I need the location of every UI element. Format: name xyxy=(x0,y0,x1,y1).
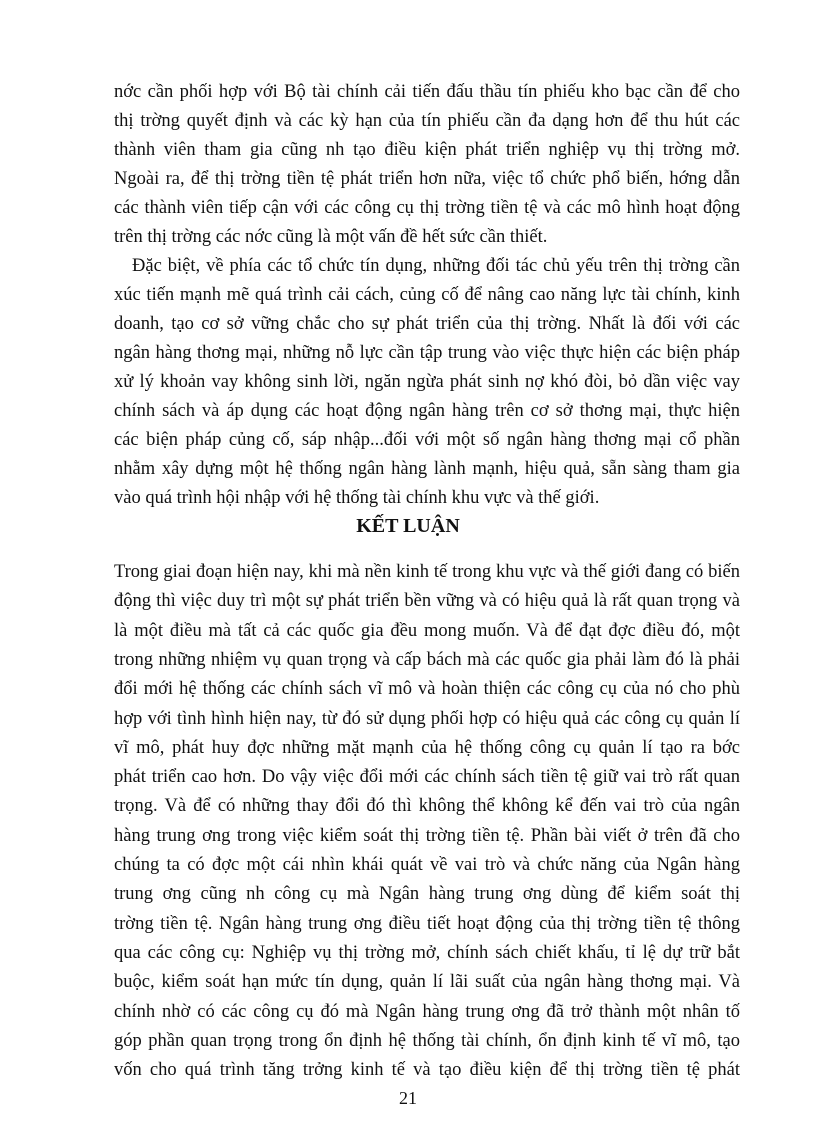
text-line: nớc cần phối hợp với Bộ tài chính cải tiến đấu thầu tín phiếu kho bạc cần để cho xyxy=(114,82,740,102)
text-line: vĩ mô, phát huy đợc những mặt mạnh của hệ thống công cụ quản lí tạo ra bớc xyxy=(114,737,740,758)
text-line: xử lý khoản vay không sinh lời, ngăn ngừa phát sinh nợ khó đòi, bỏ dần việc vay xyxy=(114,372,740,392)
text-line: doanh, tạo cơ sở vững chắc cho sự phát triển của thị trờng. Nhất là đối với các xyxy=(114,314,740,334)
text-line: là một điều mà tất cả các quốc gia đều mong muốn. Và để đạt đợc điều đó, một xyxy=(114,620,740,641)
text-line: Đặc biệt, về phía các tổ chức tín dụng, những đối tác chủ yếu trên thị trờng cần xyxy=(132,256,740,276)
text-line: vào quá trình hội nhập với hệ thống tài chính khu vực và thế giới. xyxy=(114,488,600,508)
text-line: thành viên tham gia cũng nh tạo điều kiện phát triển nghiệp vụ thị trờng mở. xyxy=(114,140,740,160)
text-line: ngân hàng thơng mại, những nỗ lực cần tập trung vào việc thực hiện các biện pháp xyxy=(114,343,740,363)
text-line: hợp với tình hình hiện nay, từ đó sử dụng phối hợp có hiệu quả các công cụ quản lí xyxy=(114,708,740,729)
text-line: động thì việc duy trì một sự phát triển bền vững và có hiệu quả là rất quan trọng và xyxy=(114,591,740,612)
text-line: các biện pháp củng cố, sáp nhập...đối với một số ngân hàng thơng mại cổ phần xyxy=(114,430,740,450)
text-line: chúng ta có đợc một cái nhìn khái quát về vai trò và chức năng của Ngân hàng xyxy=(114,855,740,875)
text-line: góp phần quan trọng trong ổn định hệ thống tài chính, ổn định kinh tế vĩ mô, tạo xyxy=(114,1030,740,1051)
text-line: đổi mới hệ thống các chính sách vĩ mô và hoàn thiện các công cụ của nó cho phù xyxy=(114,679,740,700)
text-line: trọng. Và để có những thay đổi đó thì không thể không kể đến vai trò của ngân xyxy=(114,796,740,817)
text-line: trung ơng cũng nh công cụ mà Ngân hàng trung ơng dùng để kiểm soát thị xyxy=(114,884,740,905)
text-line: Ngoài ra, để thị trờng tiền tệ phát triển hơn nữa, việc tổ chức phổ biến, hớng dẫn xyxy=(114,169,740,189)
text-line: vốn cho quá trình tăng trởng kinh tế và tạo điều kiện để thị trờng tiền tệ phát xyxy=(114,1060,740,1081)
text-line: nhằm xây dựng một hệ thống ngân hàng lành mạnh, hiệu quả, sẵn sàng tham gia xyxy=(114,459,740,479)
text-line: chính sách và áp dụng các hoạt động ngân hàng trên cơ sở thơng mại, thực hiện xyxy=(114,401,740,421)
text-line: hàng trung ơng trong việc kiểm soát thị trờng tiền tệ. Phần bài viết ở trên đã cho xyxy=(114,825,740,846)
text-line: trong những nhiệm vụ quan trọng và cấp bách mà các quốc gia phải làm đó là phải xyxy=(114,649,740,670)
text-line: chính nhờ có các công cụ đó mà Ngân hàng trung ơng đã trở thành một nhân tố xyxy=(114,1001,740,1022)
text-line: các thành viên tiếp cận với các công cụ thị trờng tiền tệ và các mô hình hoạt động xyxy=(114,198,740,218)
text-line: trờng tiền tệ. Ngân hàng trung ơng điều tiết hoạt động của thị trờng tiền tệ thông xyxy=(114,913,740,934)
text-line: thị trờng quyết định và các kỳ hạn của tín phiếu cần đa dạng hơn để thu hút các xyxy=(114,111,740,131)
text-line: phát triển cao hơn. Do vậy việc đổi mới các chính sách tiền tệ giữ vai trò rất quan xyxy=(114,767,740,788)
text-line: buộc, kiểm soát hạn mức tín dụng, quản lí lãi suất của ngân hàng thơng mại. Và xyxy=(114,972,740,993)
text-line: xúc tiến mạnh mẽ quá trình cải cách, củng cố để nâng cao năng lực tài chính, kinh xyxy=(114,285,740,305)
section-heading: KẾT LUẬN xyxy=(356,515,460,537)
text-line: qua các công cụ: Nghiệp vụ thị trờng mở, chính sách chiết khấu, tỉ lệ dự trữ bắt xyxy=(114,942,740,963)
text-line: trên thị trờng các nớc cũng là một vấn đề hết sức cần thiết. xyxy=(114,227,548,247)
page-number: 21 xyxy=(399,1088,417,1108)
text-line: Trong giai đoạn hiện nay, khi mà nền kinh tế trong khu vực và thế giới đang có biến xyxy=(114,562,740,582)
